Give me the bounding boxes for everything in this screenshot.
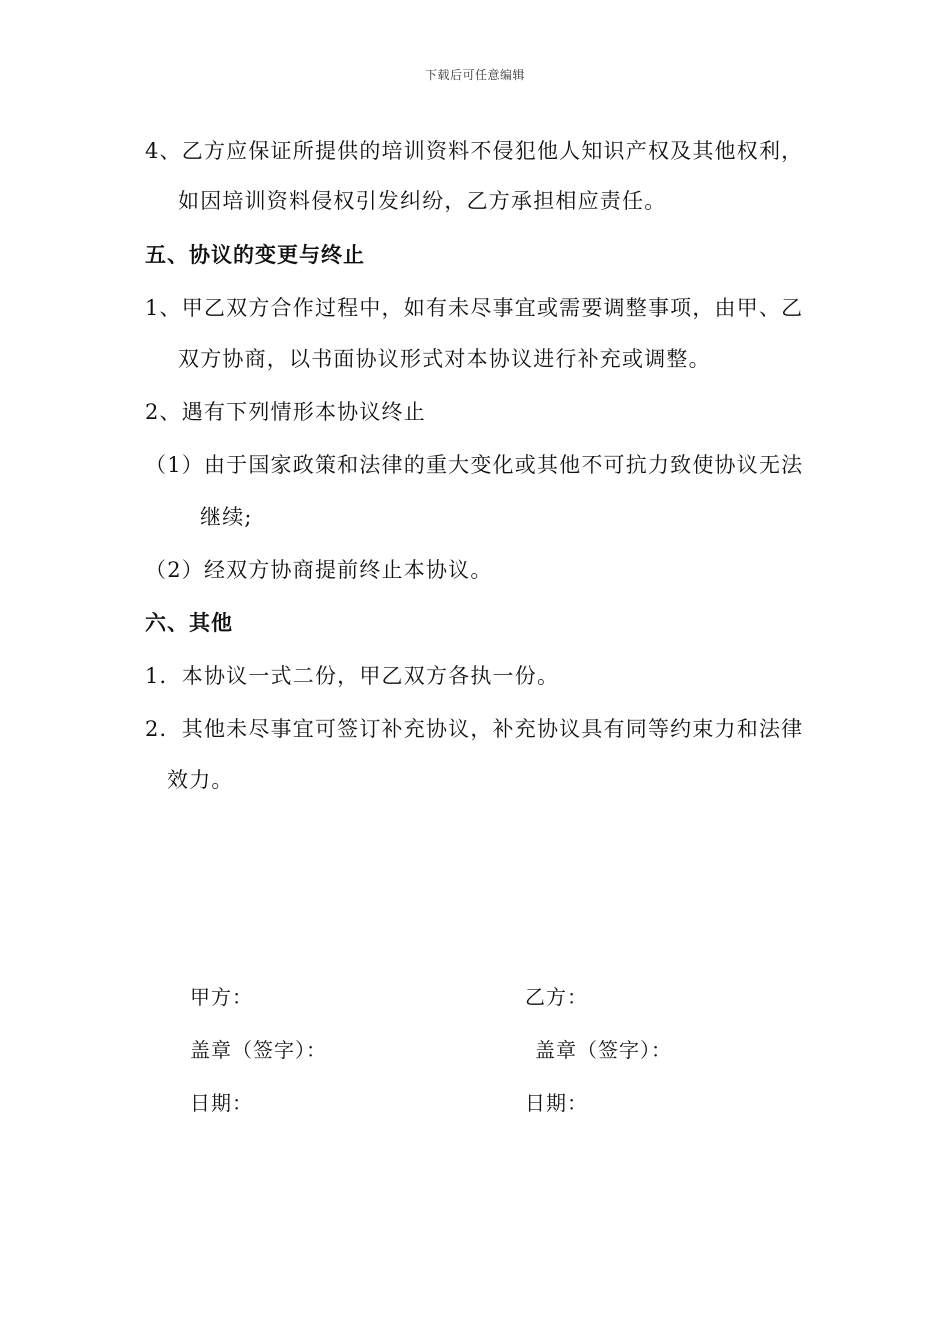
clause-6-2-line-2: 效力。 [167, 768, 234, 792]
clause-5-2-2: （2）经双方协商提前终止本协议。 [145, 558, 493, 582]
clause-5-1-line-2: 双方协商，以书面协议形式对本协议进行补充或调整。 [178, 347, 711, 371]
party-b-label: 乙方： [525, 985, 588, 1009]
section-5-title: 五、协议的变更与终止 [145, 242, 365, 267]
clause-5-1-line-1: 1、甲乙双方合作过程中，如有未尽事宜或需要调整事项，由甲、乙 [145, 296, 804, 320]
clause-6-2-line-1: 2．其他未尽事宜可签订补充协议，补充协议具有同等约束力和法律 [145, 717, 804, 741]
section-6-title: 六、其他 [145, 610, 233, 635]
clause-5-2-1-line-2: 继续; [200, 505, 253, 529]
party-a-label: 甲方： [190, 985, 253, 1009]
party-a-date-label: 日期： [190, 1091, 253, 1115]
clause-4-line-1: 4、乙方应保证所提供的培训资料不侵犯他人知识产权及其他权利， [145, 139, 804, 163]
party-b-seal-label: 盖章（签字）： [535, 1038, 672, 1062]
clause-5-2-1-line-1: （1）由于国家政策和法律的重大变化或其他不可抗力致使协议无法 [145, 453, 804, 477]
clause-6-1: 1．本协议一式二份，甲乙双方各执一份。 [145, 664, 560, 688]
clause-5-2: 2、遇有下列情形本协议终止 [145, 400, 426, 424]
party-b-date-label: 日期： [525, 1091, 588, 1115]
party-a-seal-label: 盖章（签字）： [190, 1038, 327, 1062]
clause-4-line-2: 如因培训资料侵权引发纠纷，乙方承担相应责任。 [178, 189, 667, 213]
header-note: 下载后可任意编辑 [424, 68, 525, 82]
